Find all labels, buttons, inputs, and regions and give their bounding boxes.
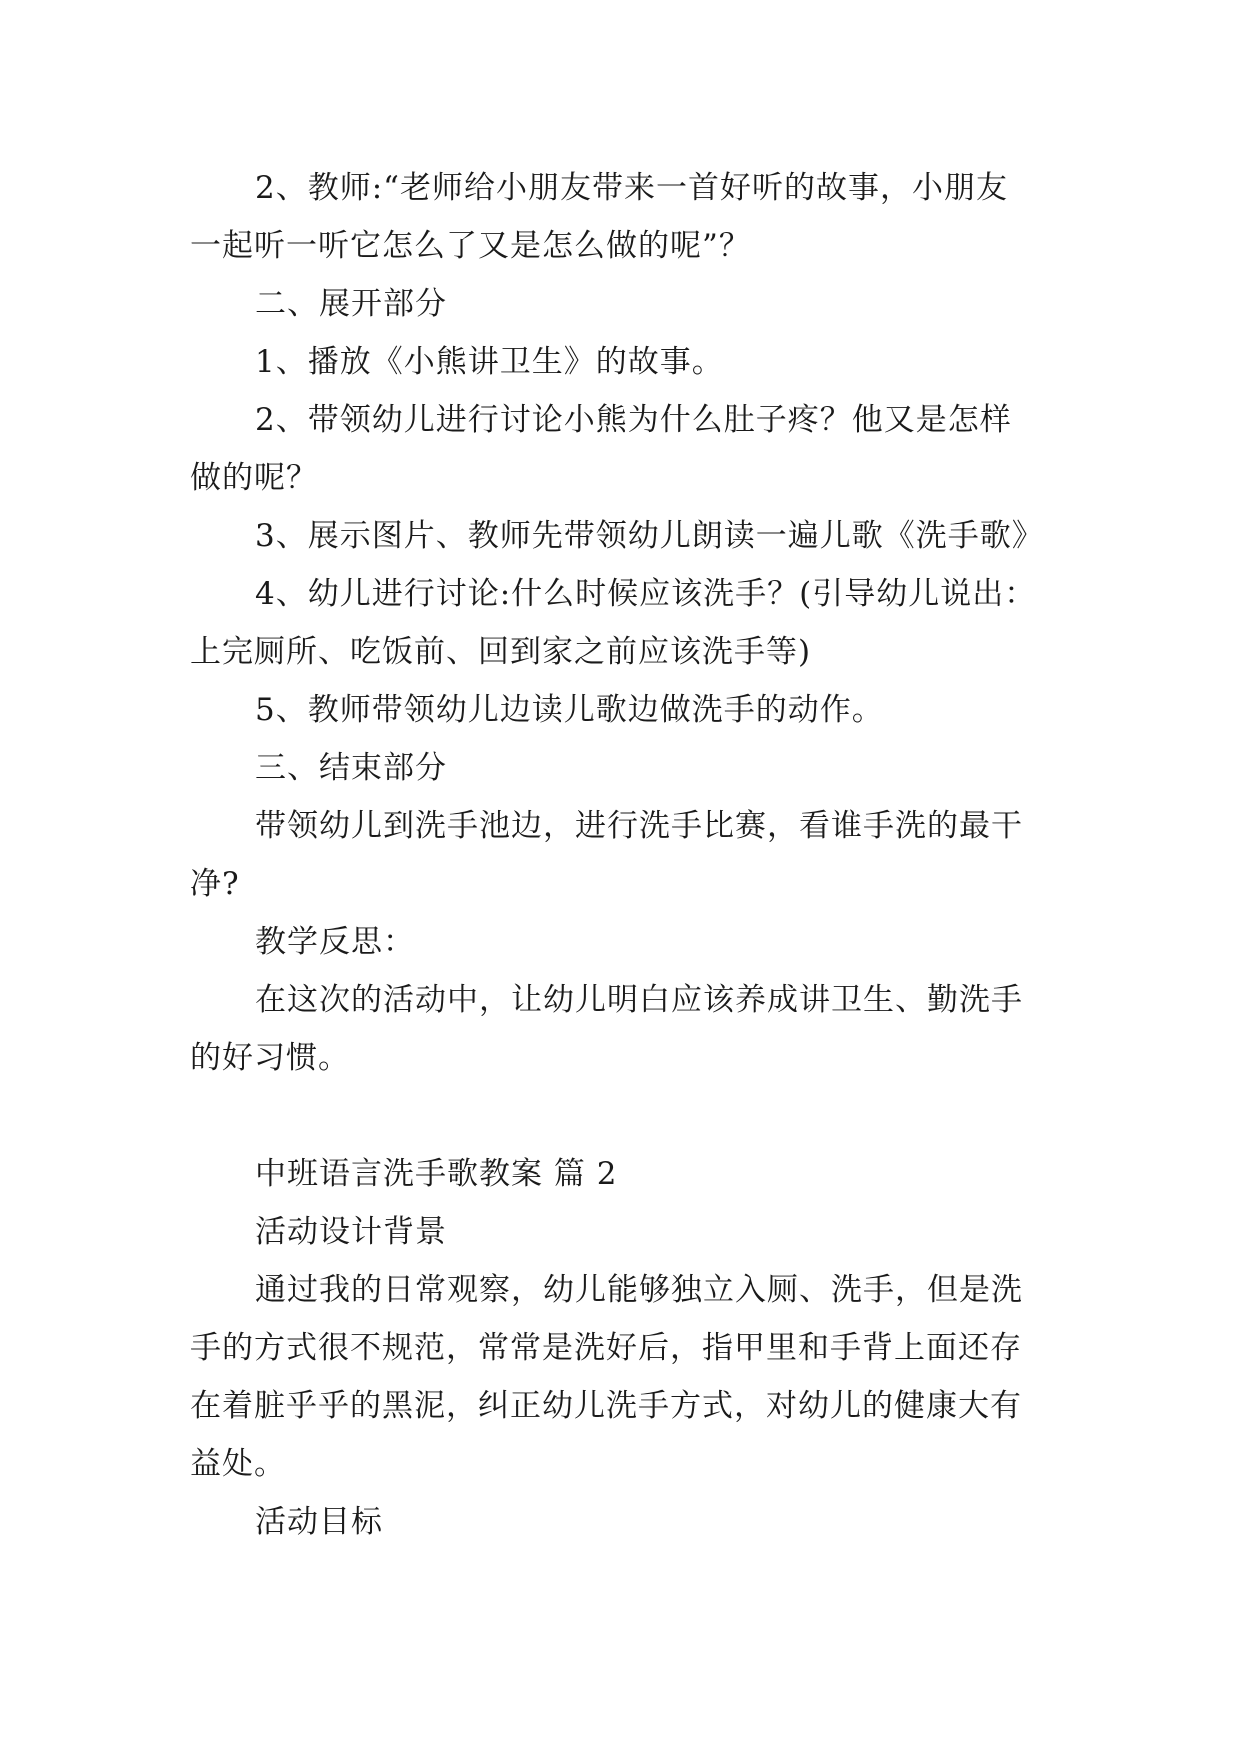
paragraph-line: 上完厕所、吃饭前、回到家之前应该洗手等): [190, 634, 812, 670]
paragraph-line: 在着脏乎乎的黑泥，纠正幼儿洗手方式，对幼儿的健康大有: [190, 1388, 1022, 1424]
section-heading: 三、结束部分: [255, 750, 447, 786]
paragraph-line: 带领幼儿到洗手池边，进行洗手比赛，看谁手洗的最干: [255, 808, 1023, 844]
paragraph-line: 通过我的日常观察，幼儿能够独立入厕、洗手，但是洗: [255, 1272, 1023, 1308]
paragraph-line: 的好习惯。: [190, 1040, 350, 1076]
paragraph-line: 1、播放《小熊讲卫生》的故事。: [255, 344, 724, 380]
paragraph-line: 2、教师:“老师给小朋友带来一首好听的故事，小朋友: [255, 170, 1009, 206]
paragraph-line: 在这次的活动中，让幼儿明白应该养成讲卫生、勤洗手: [255, 982, 1023, 1018]
paragraph-line: 益处。: [190, 1446, 286, 1482]
section-heading: 教学反思：: [255, 924, 415, 960]
paragraph-line: 2、带领幼儿进行讨论小熊为什么肚子疼？他又是怎样: [255, 402, 1012, 438]
paragraph-line: 5、教师带领幼儿边读儿歌边做洗手的动作。: [255, 692, 884, 728]
section-heading: 二、展开部分: [255, 286, 447, 322]
paragraph-line: 3、展示图片、教师先带领幼儿朗读一遍儿歌《洗手歌》: [255, 518, 1044, 554]
section-heading: 活动目标: [255, 1504, 383, 1540]
paragraph-line: 做的呢？: [190, 460, 318, 496]
paragraph-line: 一起听一听它怎么了又是怎么做的呢”？: [190, 228, 751, 264]
document-section-title: 中班语言洗手歌教案 篇 2: [255, 1156, 618, 1192]
paragraph-line: 手的方式很不规范，常常是洗好后，指甲里和手背上面还存: [190, 1330, 1022, 1366]
paragraph-line: 净?: [190, 866, 240, 902]
paragraph-line: 4、幼儿进行讨论:什么时候应该洗手？(引导幼儿说出：: [255, 576, 1037, 612]
section-heading: 活动设计背景: [255, 1214, 447, 1250]
